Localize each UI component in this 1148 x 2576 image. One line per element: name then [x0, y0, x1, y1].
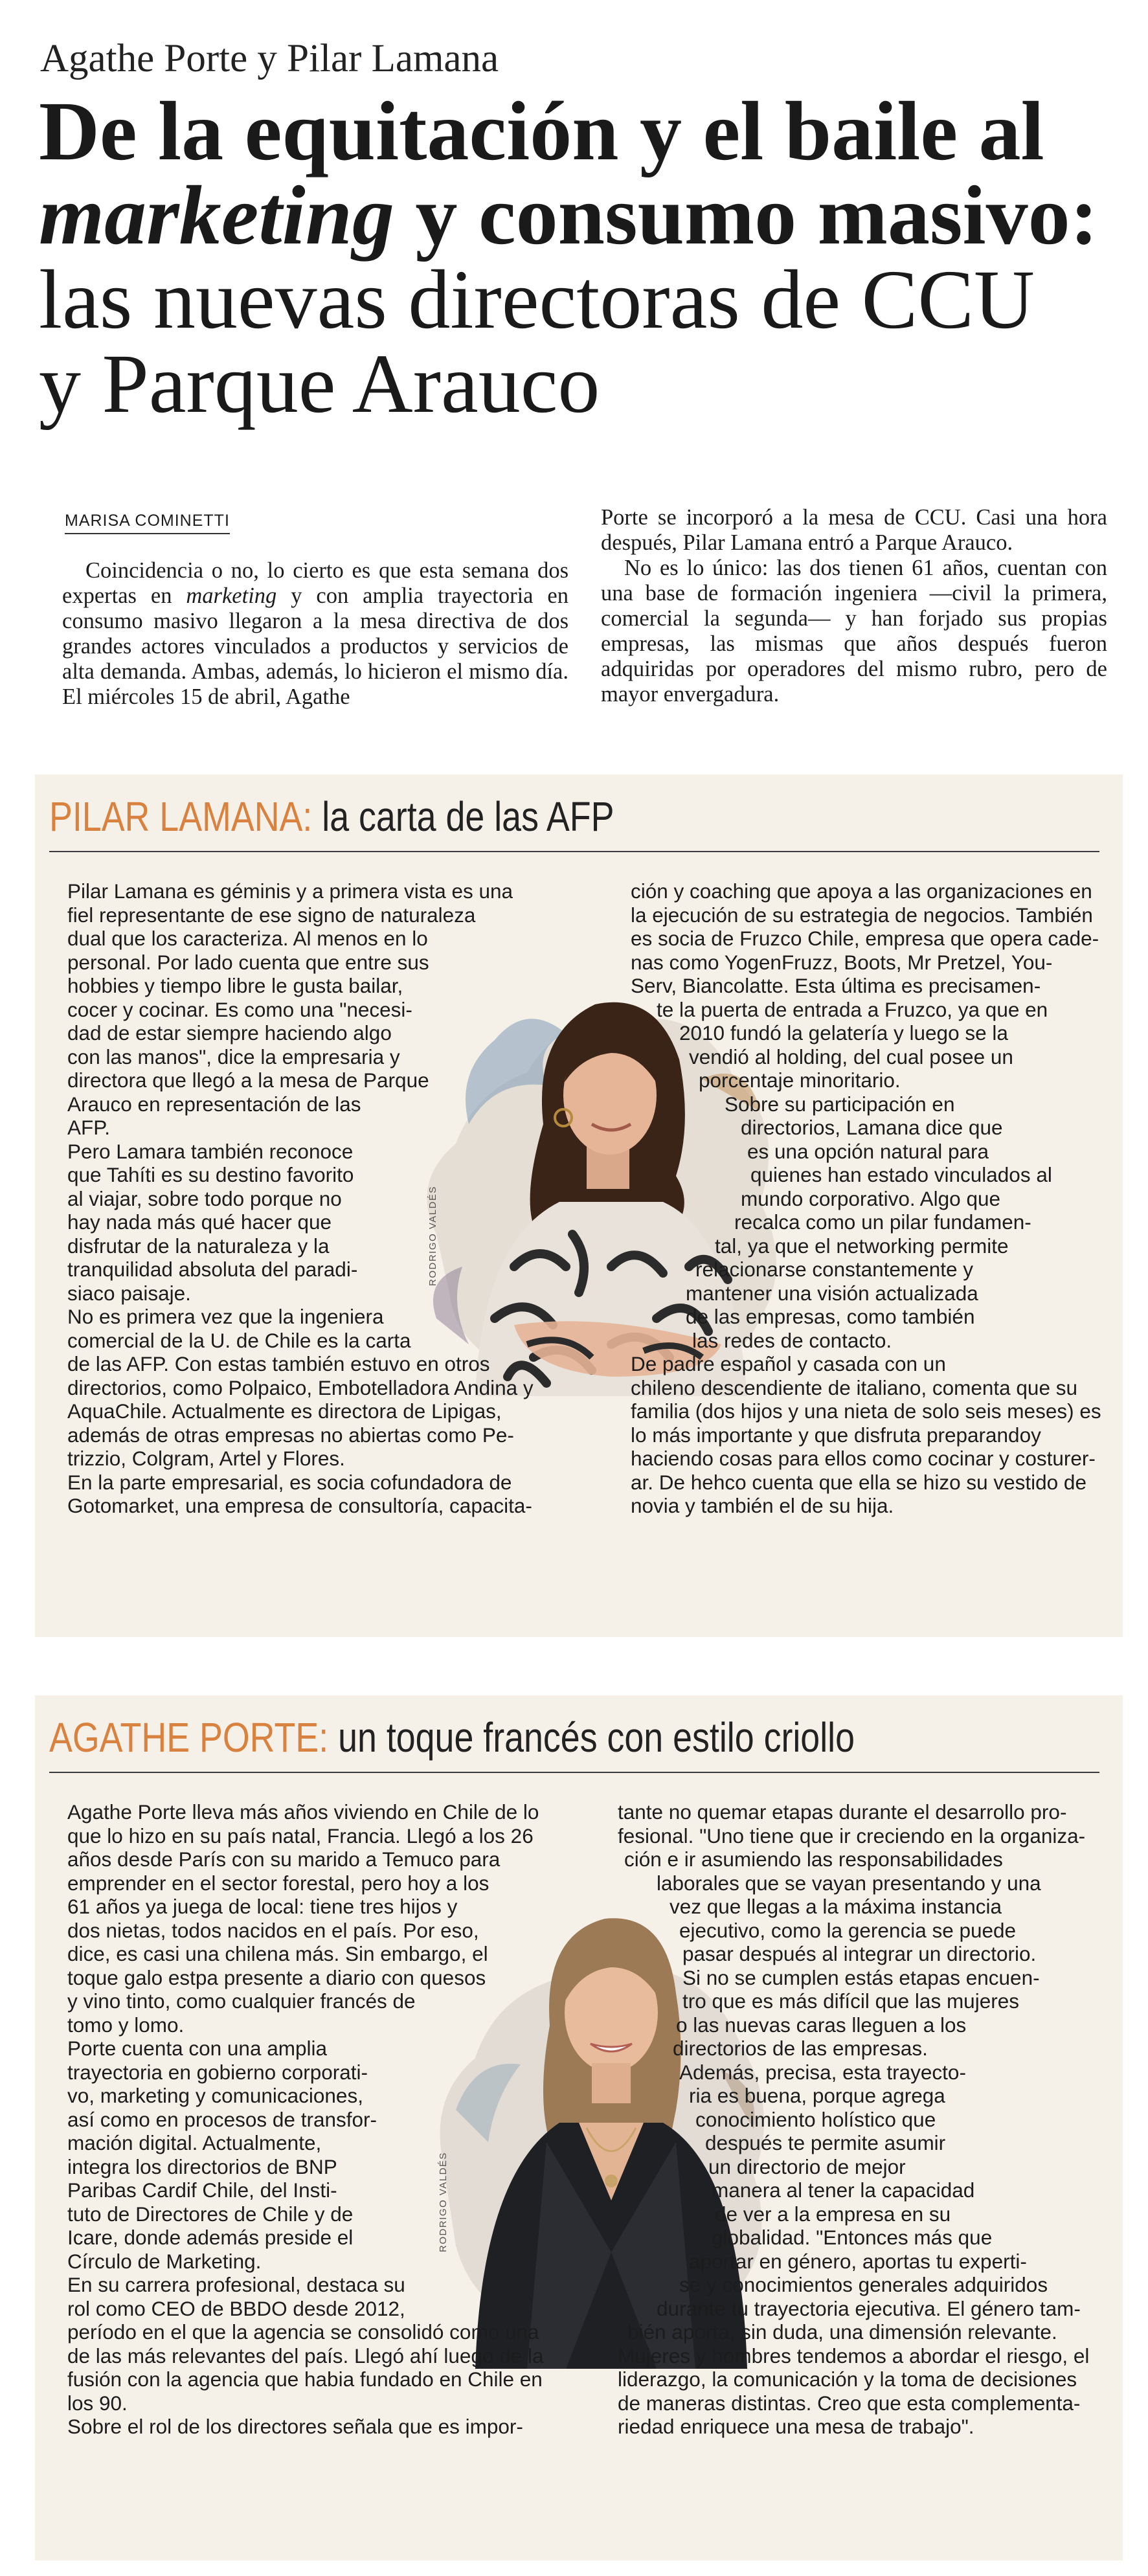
text-line: Gotomarket, una empresa de consultoría, capacita-: [67, 1494, 532, 1517]
text-line: así como en procesos de transfor-: [67, 2107, 377, 2131]
text-line: Agathe Porte lleva más años viviendo en Chile de lo: [67, 1800, 539, 1824]
text-line: cocer y cocinar. Es como una "necesi-: [67, 997, 412, 1021]
text-line: tranquilidad absoluta del paradi-: [67, 1258, 358, 1281]
text-line: al viajar, sobre todo porque no: [67, 1186, 342, 1210]
text-line: En la parte empresarial, es socia cofundadora de: [67, 1470, 512, 1494]
text-line: porcentaje minoritario.: [699, 1068, 901, 1092]
text-line: de las AFP. Con estas también estuvo en otros: [67, 1352, 490, 1375]
text-line: vendió al holding, del cual posee un: [689, 1045, 1013, 1068]
text-line: o las nuevas caras lleguen a los: [676, 2013, 967, 2037]
text-line: hobbies y tiempo libre le gusta bailar,: [67, 974, 403, 997]
text-line: las redes de contacto.: [692, 1328, 892, 1352]
text-line: que Tahíti es su destino favorito: [67, 1163, 354, 1186]
text-line: tomo y lomo.: [67, 2013, 185, 2037]
text-line: ción y coaching que apoya a las organizaciones en: [631, 879, 1092, 903]
profile-box-lamana: [35, 774, 1123, 1637]
lead-emphasis: marketing: [186, 583, 277, 608]
text-line: ar. De hehco cuenta que ella se hizo su vestido de: [631, 1470, 1086, 1494]
column-left: [67, 879, 534, 1518]
text-line: comercial de la U. de Chile es la carta: [67, 1328, 411, 1352]
lead-column-right: [601, 505, 1107, 707]
profile-box-porte: [35, 1695, 1123, 2560]
text-line: directorios, como Polpaico, Embotelladora Andina y: [67, 1375, 534, 1399]
text-line: emprender en el sector forestal, pero hoy a los: [67, 1871, 490, 1895]
text-line: Pilar Lamana es géminis y a primera vista es una: [67, 879, 513, 903]
text-line: Serv, Biancolatte. Esta última es precisamen-: [631, 974, 1041, 997]
box-title-name: PILAR LAMANA:: [49, 793, 313, 840]
text-line: 2010 fundó la gelatería y luego se la: [679, 1021, 1008, 1045]
box-title-rule: [49, 851, 1099, 852]
text-line: dad de estar siempre haciendo algo: [67, 1021, 392, 1045]
text-line: después te permite asumir: [705, 2131, 946, 2154]
text-line: de las empresas, como también: [686, 1305, 975, 1328]
text-line: te la puerta de entrada a Fruzco, ya que en: [657, 997, 1048, 1021]
text-line: la ejecución de su estrategia de negocios. También: [631, 903, 1093, 927]
text-line: vez que llegas a la máxima instancia: [670, 1895, 1002, 1918]
text-line: vo, marketing y comunicaciones,: [67, 2084, 363, 2107]
text-line: ejecutivo, como la gerencia se puede: [679, 1918, 1017, 1942]
lead-paragraph-3: No es lo único: las dos tienen 61 años, cuentan con una base de formación ingeniera —civil la primera, comercial la segunda— y han forjado sus propias empresas, las mismas que años después fueron adquiridas por operadores del mismo rubro, pero de mayor envergadura.: [601, 556, 1107, 706]
text-line: dual que los caracteriza. Al menos en lo: [67, 927, 428, 950]
text-line: quienes han estado vinculados al: [750, 1163, 1052, 1186]
text-line: de maneras distintas. Creo que esta complementa-: [618, 2391, 1081, 2415]
column-right: [631, 879, 1101, 1518]
text-line: chileno descendiente de italiano, comenta que su: [631, 1375, 1077, 1399]
text-line: años desde París con su marido a Temuco para: [67, 1847, 501, 1871]
text-line: conocimiento holístico que: [695, 2107, 936, 2131]
lead-column-left: [62, 558, 568, 710]
text-line: liderazgo, la comunicación y la toma de decisiones: [618, 2367, 1077, 2391]
text-line: período en el que la agencia se consolidó como una: [67, 2320, 539, 2344]
text-line: Arauco en representación de las: [67, 1092, 361, 1116]
text-line: además de otras empresas no abiertas como Pe-: [67, 1423, 514, 1447]
text-line: fiel representante de ese signo de naturaleza: [67, 903, 476, 927]
text-line: mantener una visión actualizada: [686, 1281, 978, 1305]
text-line: con las manos", dice la empresaria y: [67, 1045, 400, 1068]
text-line: fesional. "Uno tiene que ir creciendo en la organiza-: [618, 1824, 1086, 1847]
box-title-subtitle: un toque francés con estilo criollo: [328, 1714, 855, 1761]
box-title-porte: [49, 1715, 855, 1760]
text-line: No es primera vez que la ingeniera: [67, 1305, 384, 1328]
text-line: 61 años ya juega de local: tiene tres hijos y: [67, 1895, 458, 1918]
text-line: pasar después al integrar un directorio.: [682, 1942, 1037, 1965]
text-line: directorios de las empresas.: [673, 2037, 928, 2060]
text-line: de las más relevantes del país. Llegó ahí luego de la: [67, 2344, 544, 2367]
text-line: dos nietas, todos nacidos en el país. Por eso,: [67, 1918, 479, 1942]
text-line: aportar en género, aportas tu experti-: [689, 2249, 1027, 2273]
text-line: mación digital. Actualmente,: [67, 2131, 322, 2154]
box-title-lamana: [49, 794, 614, 839]
text-line: tuto de Directores de Chile y de: [67, 2202, 354, 2226]
photo-credit: RODRIGO VALDÉS: [427, 1186, 438, 1286]
text-line: trizzio, Colgram, Artel y Flores.: [67, 1447, 345, 1470]
text-line: toque galo estpa presente a diario con quesos: [67, 1965, 486, 1989]
text-line: riedad enriquece una mesa de trabajo".: [618, 2415, 974, 2438]
text-line: ción e ir asumiendo las responsabilidades: [624, 1847, 1003, 1871]
column-left: [67, 1800, 543, 2439]
text-line: Círculo de Marketing.: [67, 2249, 262, 2273]
headline: [39, 85, 1127, 431]
text-line: nas como YogenFruzz, Boots, Mr Pretzel, You-: [631, 950, 1053, 974]
text-line: Pero Lamara también reconoce: [67, 1139, 354, 1163]
text-line: relacionarse constantemente y: [695, 1258, 973, 1281]
text-line: se y conocimientos generales adquiridos: [679, 2273, 1048, 2296]
text-line: trayectoria en gobierno corporati-: [67, 2060, 368, 2084]
headline-italic-word: marketing: [39, 169, 394, 262]
lead-text: Coincidencia o no, lo cierto es que esta semana dos expertas en: [62, 558, 568, 608]
text-line: un directorio de mejor: [708, 2154, 906, 2178]
lead-text: y con amplia trayectoria en consumo masivo llegaron a la mesa directiva de dos grandes actores vinculados a productos y servicios de alta demanda. Ambas, además, lo hicieron el mismo día. El miércoles 15 de abril, Agathe: [62, 583, 568, 709]
text-line: tante no quemar etapas durante el desarrollo pro-: [618, 1800, 1067, 1824]
text-line: globalidad. "Entonces más que: [712, 2226, 993, 2249]
column-right: [618, 1800, 1089, 2439]
text-line: que lo hizo en su país natal, Francia. Llegó a los 26: [67, 1824, 534, 1847]
box-title-rule: [49, 1772, 1099, 1773]
text-line: familia (dos hijos y una nieta de solo seis meses) es: [631, 1399, 1101, 1423]
text-line: En su carrera profesional, destaca su: [67, 2273, 405, 2296]
text-line: Porte cuenta con una amplia: [67, 2037, 328, 2060]
text-line: Además, precisa, esta trayecto-: [679, 2060, 966, 2084]
photo-credit: RODRIGO VALDÉS: [438, 2152, 449, 2252]
text-line: tal, ya que el networking permite: [715, 1234, 1009, 1258]
text-line: hay nada más qué hacer que: [67, 1210, 332, 1234]
text-line: directorios, Lamana dice que: [741, 1116, 1003, 1139]
text-line: De padre español y casada con un: [631, 1352, 946, 1375]
text-line: manera al tener la capacidad: [712, 2178, 975, 2202]
text-line: Icare, donde además preside el: [67, 2226, 354, 2249]
headline-line-1: De la equitación y el baile al: [39, 85, 1044, 178]
text-line: novia y también el de su hija.: [631, 1494, 894, 1517]
text-line: rol como CEO de BBDO desde 2012,: [67, 2296, 405, 2320]
text-line: siaco paisaje.: [67, 1281, 191, 1305]
box-title-subtitle: la carta de las AFP: [312, 793, 614, 840]
text-line: directora que llegó a la mesa de Parque: [67, 1068, 429, 1092]
box-title-name: AGATHE PORTE:: [49, 1714, 329, 1761]
text-line: tro que es más difícil que las mujeres: [682, 1989, 1019, 2013]
headline-line-2-rest: y consumo masivo:: [394, 169, 1098, 262]
text-line: mundo corporativo. Algo que: [741, 1186, 1001, 1210]
text-line: bién aporta, sin duda, una dimensión relevante.: [627, 2320, 1057, 2344]
text-line: Si no se cumplen estás etapas encuen-: [682, 1965, 1040, 1989]
text-line: AquaChile. Actualmente es directora de Lipigas,: [67, 1399, 502, 1423]
text-line: Sobre su participación en: [725, 1092, 955, 1116]
lead-paragraph-2: Porte se incorporó a la mesa de CCU. Casi una hora después, Pilar Lamana entró a Parque Arauco.: [601, 505, 1107, 555]
kicker: Agathe Porte y Pilar Lamana: [40, 37, 499, 80]
text-line: durante tu trayectoria ejecutiva. El género tam-: [657, 2296, 1081, 2320]
headline-line-4: y Parque Arauco: [39, 337, 600, 431]
text-line: es una opción natural para: [747, 1139, 989, 1163]
text-line: los 90.: [67, 2391, 128, 2415]
text-line: de ver a la empresa en su: [715, 2202, 951, 2226]
text-line: Paribas Cardif Chile, del Insti-: [67, 2178, 337, 2202]
lead-paragraph-1: [62, 558, 568, 710]
text-line: laborales que se vayan presentando y una: [657, 1871, 1041, 1895]
text-line: dice, es casi una chilena más. Sin embargo, el: [67, 1942, 488, 1965]
text-line: lo más importante y que disfruta preparandoy: [631, 1423, 1041, 1447]
text-line: personal. Por lado cuenta que entre sus: [67, 950, 429, 974]
text-line: fusión con la agencia que habia fundado en Chile en: [67, 2367, 543, 2391]
text-line: Mujeres y hombres tendemos a abordar el riesgo, el: [618, 2344, 1090, 2367]
text-line: es socia de Fruzco Chile, empresa que opera cade-: [631, 927, 1099, 950]
text-line: integra los directorios de BNP: [67, 2154, 337, 2178]
headline-line-2: [39, 169, 1127, 262]
text-line: y vino tinto, como cualquier francés de: [67, 1989, 416, 2013]
byline: MARISA COMINETTI: [65, 512, 230, 534]
text-line: ria es buena, porque agrega: [689, 2084, 945, 2107]
headline-line-3: las nuevas directoras de CCU: [39, 253, 1035, 346]
text-line: Sobre el rol de los directores señala que es impor-: [67, 2415, 523, 2438]
text-line: disfrutar de la naturaleza y la: [67, 1234, 330, 1258]
text-line: haciendo cosas para ellos como cocinar y costurer-: [631, 1447, 1096, 1470]
text-line: recalca como un pilar fundamen-: [734, 1210, 1031, 1234]
text-line: AFP.: [67, 1116, 110, 1139]
